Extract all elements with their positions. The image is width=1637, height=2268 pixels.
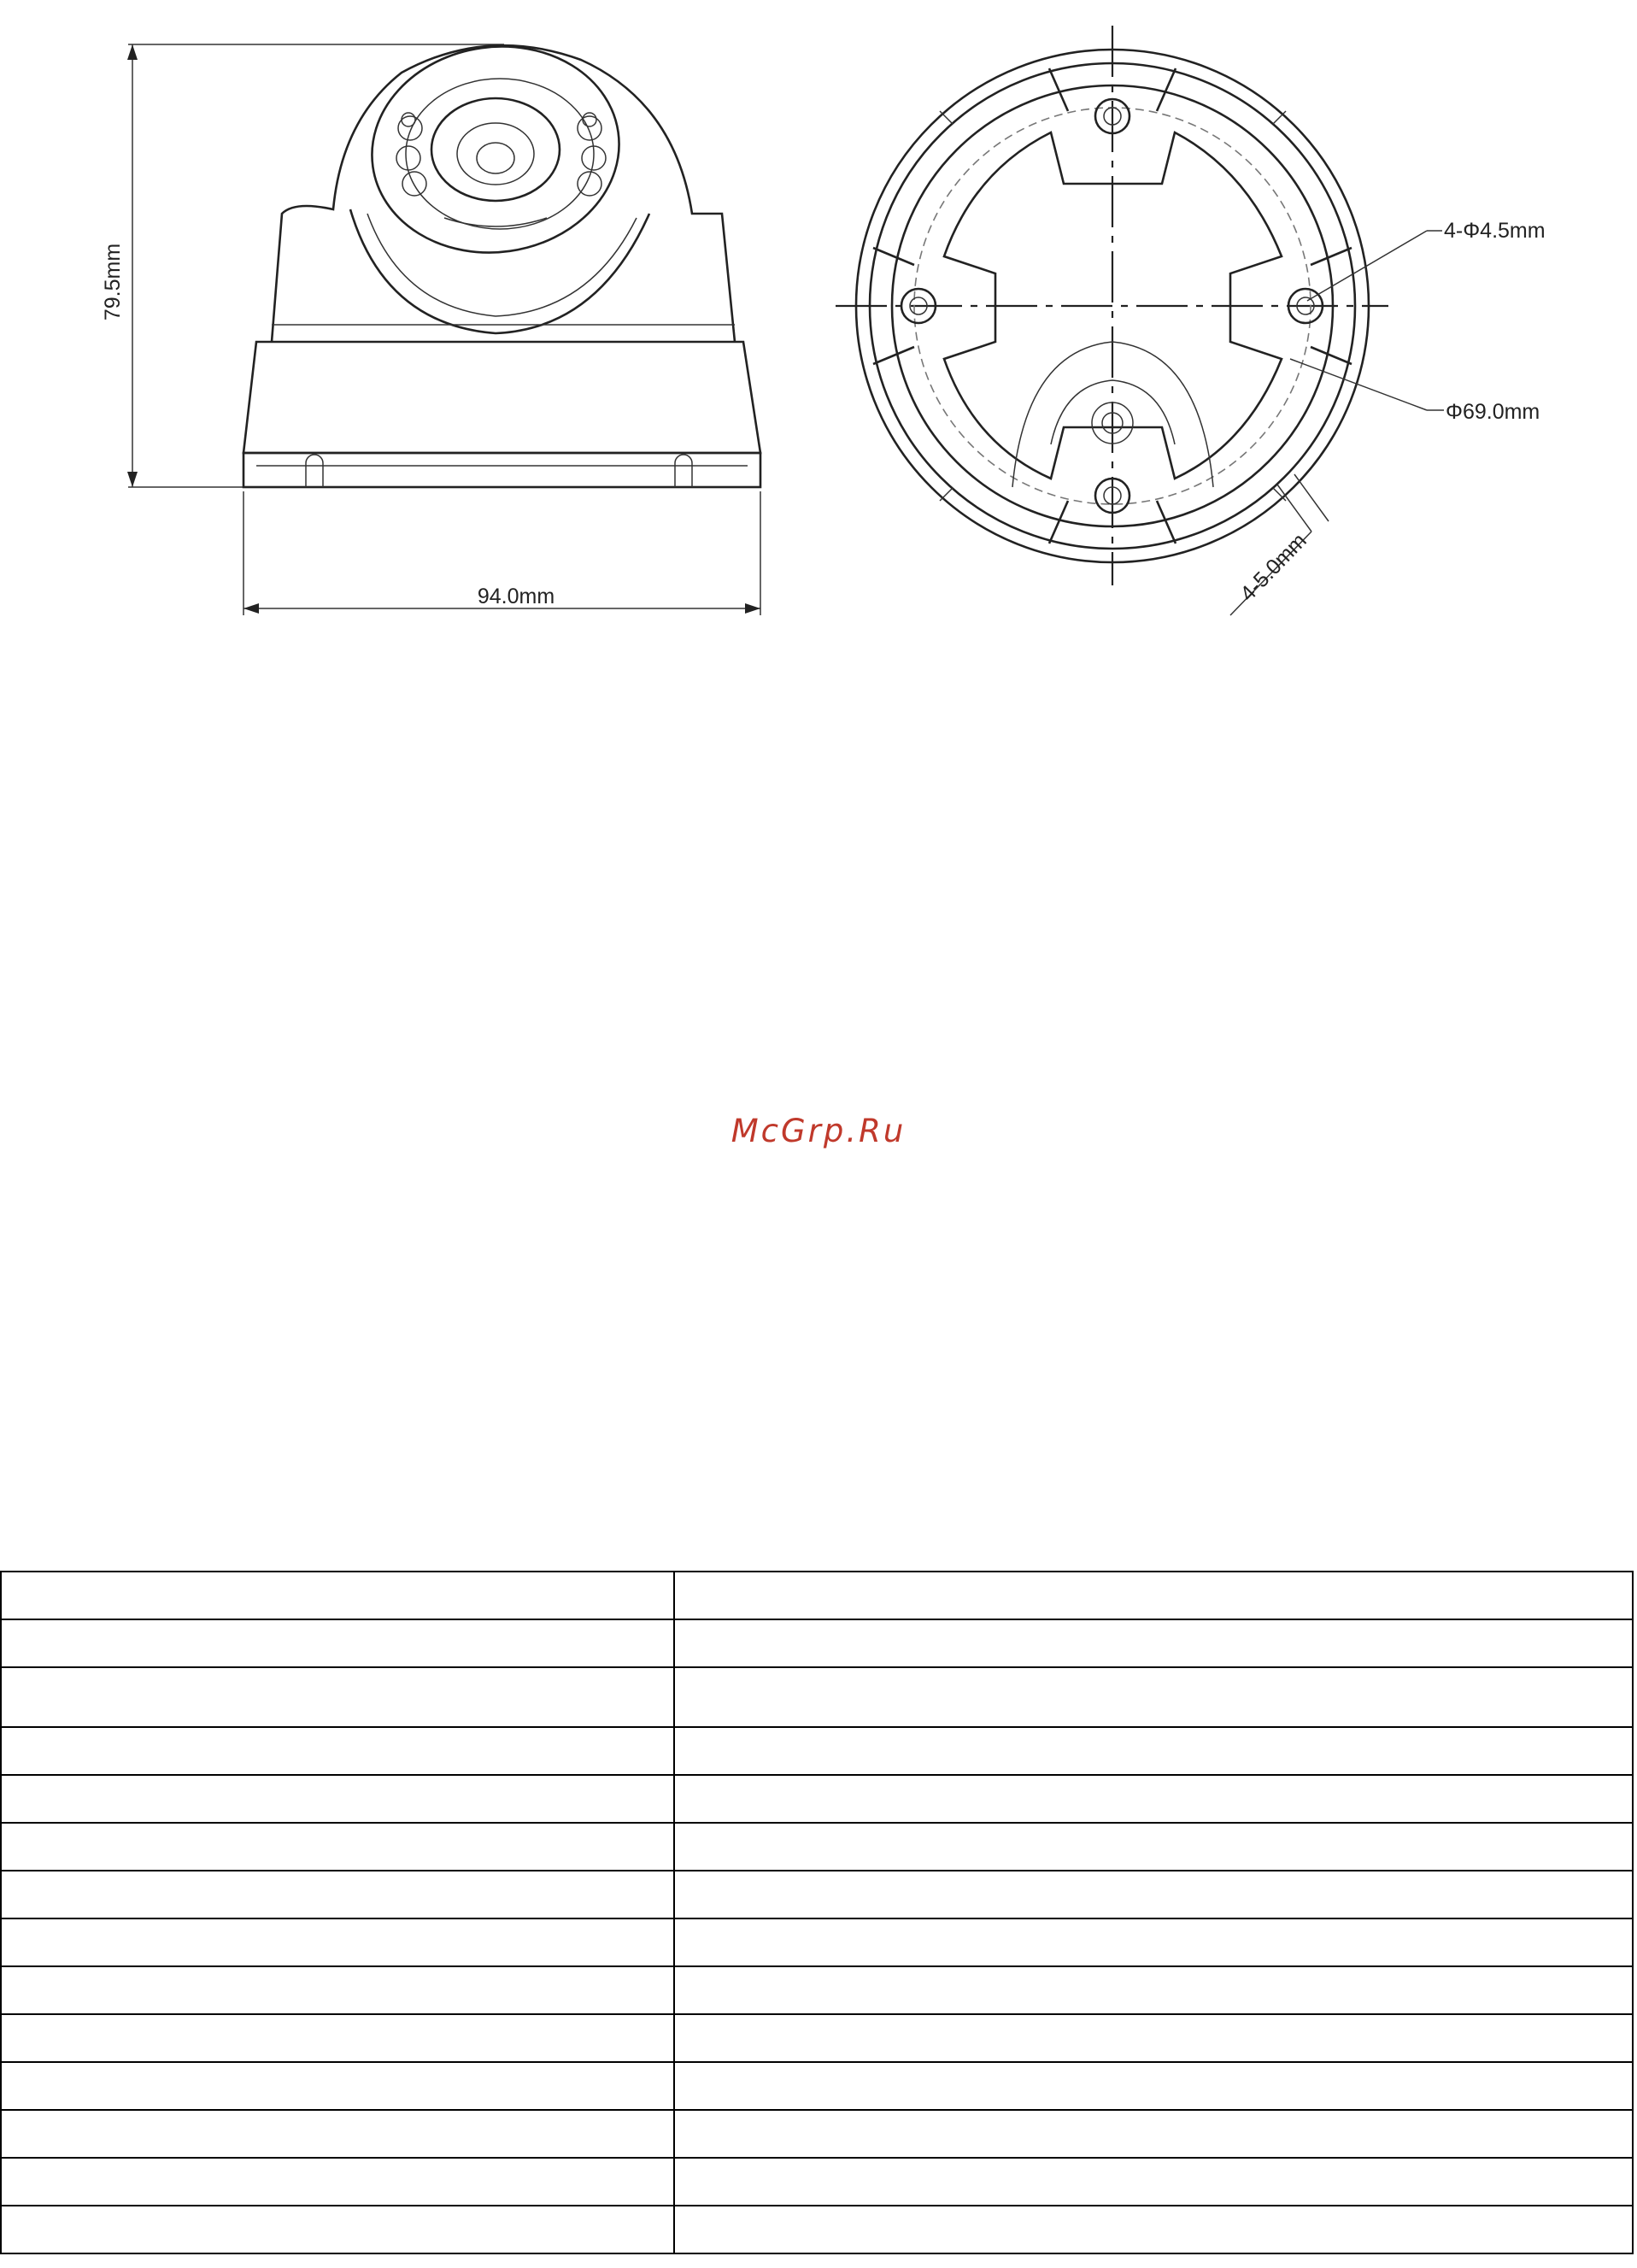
table-cell-value <box>674 1775 1633 1823</box>
table-cell-label <box>1 1871 674 1918</box>
table-cell-label <box>1 2206 674 2253</box>
top-view <box>836 26 1546 615</box>
table-cell-label <box>1 1572 674 1619</box>
table-row <box>1 1619 1633 1667</box>
table-cell-label <box>1 1667 674 1727</box>
table-cell-label <box>1 1918 674 1966</box>
table-cell-label <box>1 1966 674 2014</box>
table-row <box>1 1572 1633 1619</box>
width-dimension-label: 94.0mm <box>477 585 555 608</box>
table-cell-label <box>1 2158 674 2206</box>
table-cell-value <box>674 2014 1633 2062</box>
table-row <box>1 2158 1633 2206</box>
table-cell-value <box>674 1572 1633 1619</box>
table-cell-value <box>674 1727 1633 1775</box>
table-row <box>1 2110 1633 2158</box>
table-cell-value <box>674 2110 1633 2158</box>
hole-diameter-label: 4-Φ4.5mm <box>1444 219 1546 243</box>
table-cell-label <box>1 1823 674 1871</box>
table-cell-label <box>1 1727 674 1775</box>
table-cell-value <box>674 1823 1633 1871</box>
mount-circle-label: Φ69.0mm <box>1446 400 1540 424</box>
technical-drawing <box>0 0 1637 649</box>
table-row <box>1 1918 1633 1966</box>
table-cell-value <box>674 1667 1633 1727</box>
table-row <box>1 1727 1633 1775</box>
table-row <box>1 2062 1633 2110</box>
table-cell-label <box>1 2110 674 2158</box>
table-row <box>1 2206 1633 2253</box>
table-cell-label <box>1 1619 674 1667</box>
table-cell-value <box>674 2062 1633 2110</box>
height-dimension-label: 79.5mm <box>101 243 125 321</box>
slot-width-label: 4-5.0mm <box>1235 528 1311 607</box>
table-row <box>1 1966 1633 2014</box>
watermark-text: McGrp.Ru <box>730 1113 907 1149</box>
table-cell-value <box>674 1619 1633 1667</box>
table-cell-label <box>1 2062 674 2110</box>
table-cell-label <box>1 2014 674 2062</box>
table-row <box>1 2014 1633 2062</box>
table-row <box>1 1823 1633 1871</box>
specification-table <box>0 1571 1634 2254</box>
table-cell-value <box>674 2158 1633 2206</box>
table-cell-value <box>674 1871 1633 1918</box>
side-view <box>101 31 760 615</box>
table-cell-value <box>674 2206 1633 2253</box>
table-row <box>1 1667 1633 1727</box>
table-row <box>1 1871 1633 1918</box>
table-row <box>1 1775 1633 1823</box>
table-cell-value <box>674 1918 1633 1966</box>
table-cell-value <box>674 1966 1633 2014</box>
table-cell-label <box>1 1775 674 1823</box>
